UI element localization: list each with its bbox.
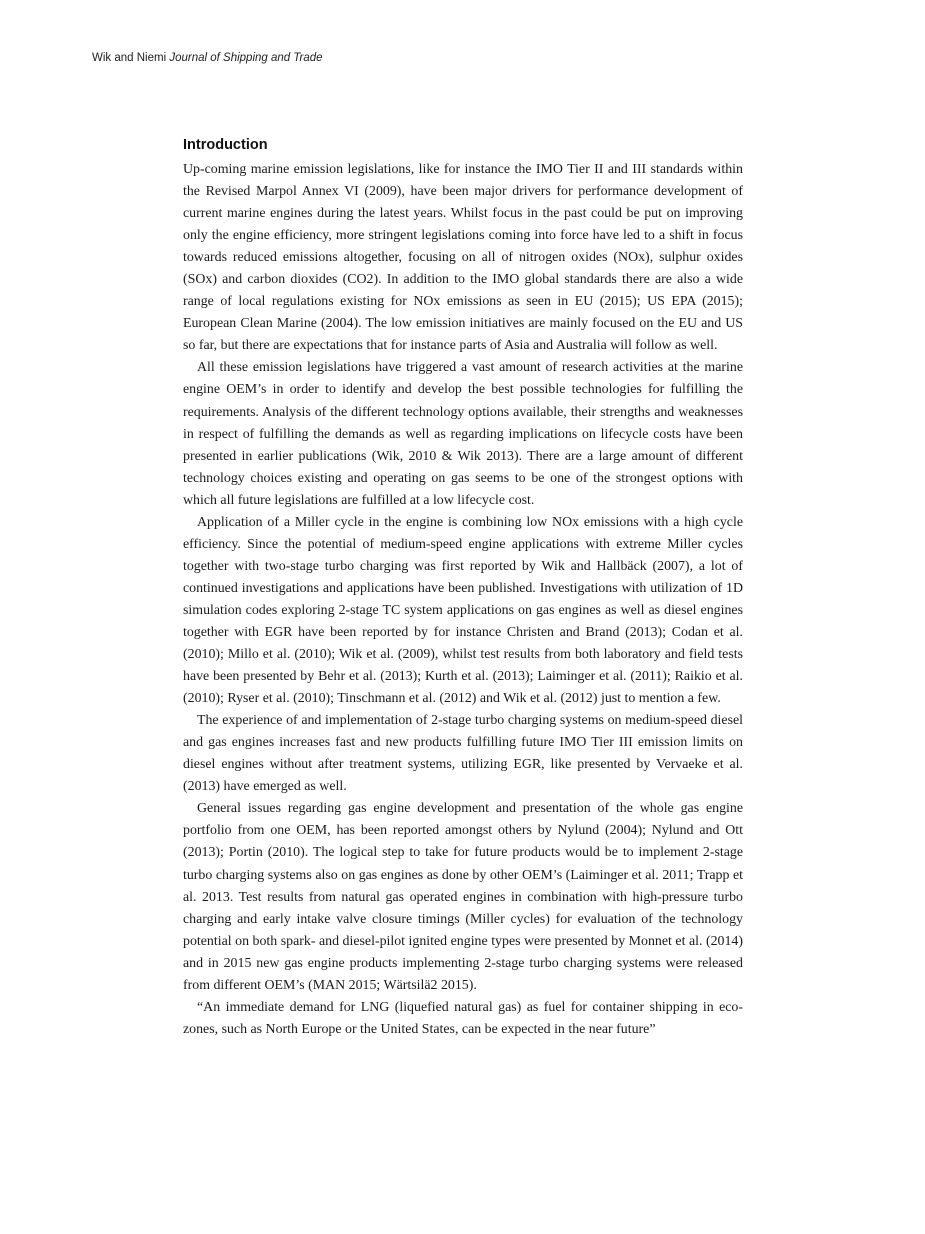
section-heading: Introduction bbox=[183, 137, 268, 153]
running-head-authors: Wik and Niemi bbox=[92, 52, 167, 64]
paragraph-4: The experience of and implementation of 2-stage turbo charging systems on medium-speed diesel and gas engines increases fast and new products fulfilling future IMO Tier III emission limits on diesel engines without after treatment systems, utilizing EGR, like presented by Vervaeke et al. (2013) have emerged as well. bbox=[183, 713, 743, 795]
paragraph-2: All these emission legislations have triggered a vast amount of research activities at the marine engine OEM’s in order to identify and develop the best possible technologies for fulfilling the requirements. Analysis of the different technology options available, their strengths and weaknesses in respect of fulfilling the demands as well as regarding implications on lifecycle costs have been presented in earlier publications (Wik, 2010 & Wik 2013). There are a large amount of different technology choices existing and operating on gas seems to be one of the strongest options with which all future legislations are fulfilled at a low lifecycle cost. bbox=[183, 360, 743, 508]
running-head bbox=[92, 52, 323, 64]
paragraph-3: Application of a Miller cycle in the engine is combining low NOx emissions with a high cycle efficiency. Since the potential of medium-speed engine applications with extreme Miller cycles together with two-stage turbo charging was first reported by Wik and Hallbäck (2007), a lot of continued investigations and applications have been published. Investigations with utilization of 1D simulation codes exploring 2-stage TC system applications on gas engines as well as diesel engines together with EGR have been reported by for instance Christen and Brand (2013); Codan et al. (2010); Millo et al. (2010); Wik et al. (2009), whilst test results from both laboratory and field tests have been presented by Behr et al. (2013); Kurth et al. (2013); Laiminger et al. (2011); Raikio et al. (2010); Ryser et al. (2010); Tinschmann et al. (2012) and Wik et al. (2012) just to mention a few. bbox=[183, 514, 743, 707]
paragraph-1: Up-coming marine emission legislations, like for instance the IMO Tier II and III standards within the Revised Marpol Annex VI (2009), have been major drivers for performance development of current marine engines during the latest years. Whilst focus in the past could be put on improving only the engine efficiency, more stringent legislations coming into force have led to a shift in focus towards reduced emissions altogether, focusing on all of nitrogen oxides (NOx), sulphur oxides (SOx) and carbon dioxides (CO2). In addition to the IMO global standards there are also a wide range of local regulations existing for NOx emissions as seen in EU (2015); US EPA (2015); European Clean Marine (2004). The low emission initiatives are mainly focused on the EU and US so far, but there are expectations that for instance parts of Asia and Australia will follow as well. bbox=[183, 162, 743, 354]
article-body bbox=[183, 136, 743, 1041]
paragraph-5: General issues regarding gas engine development and presentation of the whole gas engine portfolio from one OEM, has been reported amongst others by Nylund (2004); Nylund and Ott (2013); Portin (2010). The logical step to take for future products would be to implement 2-stage turbo charging systems also on gas engines as done by other OEM’s (Laiminger et al. 2011; Trapp et al. 2013. Test results from natural gas operated engines in combination with high-pressure turbo charging and early intake valve closure timings (Miller cycles) for evaluation of the technology potential on both spark- and diesel-pilot ignited engine types were presented by Monnet et al. (2014) and in 2015 new gas engine products implementing 2-stage turbo charging systems were released from different OEM’s (MAN 2015; Wärtsilä2 2015). bbox=[183, 801, 743, 993]
paragraph-6: “An immediate demand for LNG (liquefied natural gas) as fuel for container shipping in eco-zones, such as North Europe or the United States, can be expected in the near future” bbox=[183, 999, 743, 1037]
running-head-journal: Journal of Shipping and Trade bbox=[169, 52, 323, 64]
